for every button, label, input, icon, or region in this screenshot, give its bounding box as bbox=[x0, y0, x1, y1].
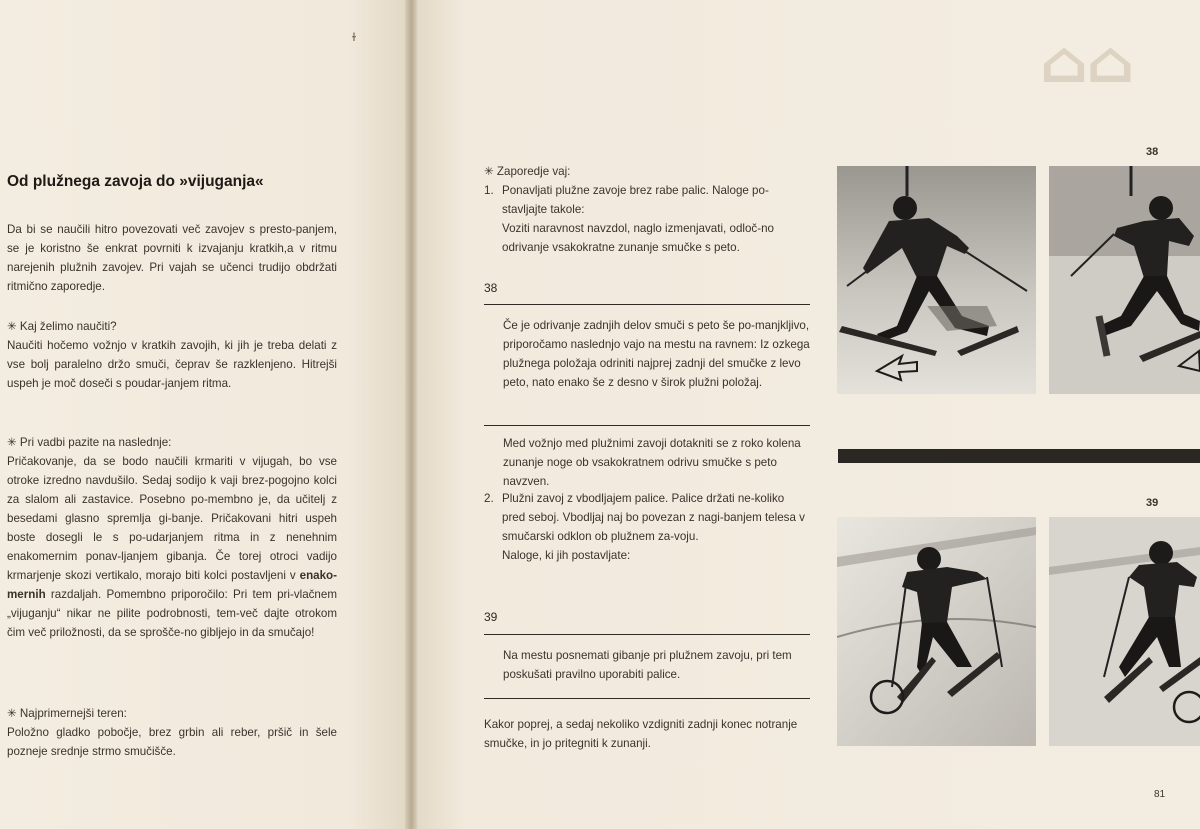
chapter-title: Od plužnega zavoja do »vijuganja« bbox=[7, 173, 264, 190]
exercise-sequence-heading: ✳ Zaporedje vaj: bbox=[484, 165, 571, 178]
photo-skier-38a bbox=[837, 166, 1036, 394]
rule-divider bbox=[484, 698, 810, 699]
section-body-terrain: Položno gladko pobočje, brez grbin ali reber, pršič in šele pozneje srednje strmo smučišče. bbox=[7, 726, 337, 758]
section-body-practice bbox=[7, 452, 337, 642]
exercise-item-2-task: Naloge, ki jih postavljate: bbox=[502, 549, 631, 562]
exercise-label-39: 39 bbox=[484, 610, 498, 624]
margin-mark: ɫ bbox=[352, 30, 356, 44]
page-number: 81 bbox=[1154, 789, 1166, 800]
item-number: 1. bbox=[484, 184, 494, 197]
practice-text-b: razdaljah. Pomembno priporočilo: Pri tem pri-vlačnem „vijuganju“ nikar ne pilite podrobnosti, tem-več dajte otrokom čim več priložnosti, da se sprošče-no gibljejo in da smučajo! bbox=[7, 588, 337, 639]
figure-separator-bar bbox=[838, 449, 1200, 463]
bleed-through-shadow: ⌂⌂ bbox=[1040, 28, 1133, 96]
item-text: Plužni zavoj z vbodljajem palice. Palice držati ne-koliko pred seboj. Vbodljaj naj bo povezan z nagi-banjem telesa v smučarski odklon ob plužnem za-voju. bbox=[502, 492, 805, 543]
item-number: 2. bbox=[484, 492, 494, 505]
section-body-goals: Naučiti hočemo vožnjo v kratkih zavojih, ki jih je treba delati z vse bolj paralelno držo smuči, čeprav še razklenjeno. Hitrejši uspeh je moč doseči s poudar-janjem ritma. bbox=[7, 339, 337, 390]
exercise-block-2 bbox=[484, 489, 810, 565]
practice-text-bold: enako-mernih bbox=[7, 569, 337, 601]
exercise-box-knee: Med vožnjo med plužnimi zavoji dotakniti se z roko kolena zunanje noge ob vsakokratnem odrivu smučke s peto navzven. bbox=[503, 437, 801, 488]
exercise-item-2 bbox=[484, 489, 810, 546]
rule-divider bbox=[484, 425, 810, 426]
exercise-block-1 bbox=[484, 162, 810, 257]
photo-skier-39b bbox=[1049, 517, 1200, 746]
exercise-label-38: 38 bbox=[484, 281, 498, 295]
rule-divider bbox=[484, 634, 810, 635]
section-heading-terrain: ✳ Najprimernejši teren: bbox=[7, 707, 127, 720]
exercise-box-38: Če je odrivanje zadnjih delov smuči s peto še po-manjkljivo, priporočamo naslednjo vajo na mestu na ravnem: Iz ozkega plužnega položaja odriniti najprej zadnji del smučke z levo peto, nato enako še z desno v širok plužni položaj. bbox=[503, 319, 810, 389]
exercise-item-1 bbox=[484, 181, 810, 219]
section-heading-goals: ✳ Kaj želimo naučiti? bbox=[7, 320, 117, 333]
book-gutter bbox=[405, 0, 419, 829]
closing-paragraph: Kakor poprej, a sedaj nekoliko vzdigniti zadnji konec notranje smučke, in jo pritegniti k zunanji. bbox=[484, 718, 798, 750]
exercise-box-39: Na mestu posnemati gibanje pri plužnem zavoju, pri tem poskušati pravilno uporabiti palice. bbox=[503, 649, 792, 681]
figure-number-39: 39 bbox=[1146, 497, 1159, 509]
figure-number-38: 38 bbox=[1146, 146, 1159, 158]
intro-paragraph: Da bi se naučili hitro povezovati več zavojev s presto-panjem, se je koristno še enkrat povrniti k izvajanju kratkih,a v ritmu narejenih plužnih zavojev. Pri vajah se učenci trudijo obdržati ritmično zaporedje. bbox=[7, 223, 337, 293]
section-heading-practice: ✳ Pri vadbi pazite na naslednje: bbox=[7, 436, 172, 449]
practice-text-a: Pričakovanje, da se bodo naučili krmariti v vijugah, bo vse otroke izredno navdušilo. Sedaj sodijo k vaji brez-pogojno kolci za slalom ali zastavice. Posebno po-membno je, da učitelj z besedami glasno spremlja gi-banje. Pričakovani hitri uspeh boste dosegli le s po-udarjanjem ritma in z nenehnim enakomernim ponav-ljanjem gibanja. Če torej otroci vadijo krmarjenje skozi vertikalo, morajo biti kolci postavljeni v bbox=[7, 455, 337, 582]
rule-divider bbox=[484, 304, 810, 305]
exercise-item-1-task: Voziti naravnost navzdol, naglo izmenjavati, odloč-no odrivanje vsakokratne zunanje smučke s peto. bbox=[502, 222, 774, 254]
photo-skier-39a bbox=[837, 517, 1036, 746]
item-text: Ponavljati plužne zavoje brez rabe palic. Naloge po-stavljajte takole: bbox=[502, 184, 769, 216]
photo-skier-38b bbox=[1049, 166, 1200, 394]
